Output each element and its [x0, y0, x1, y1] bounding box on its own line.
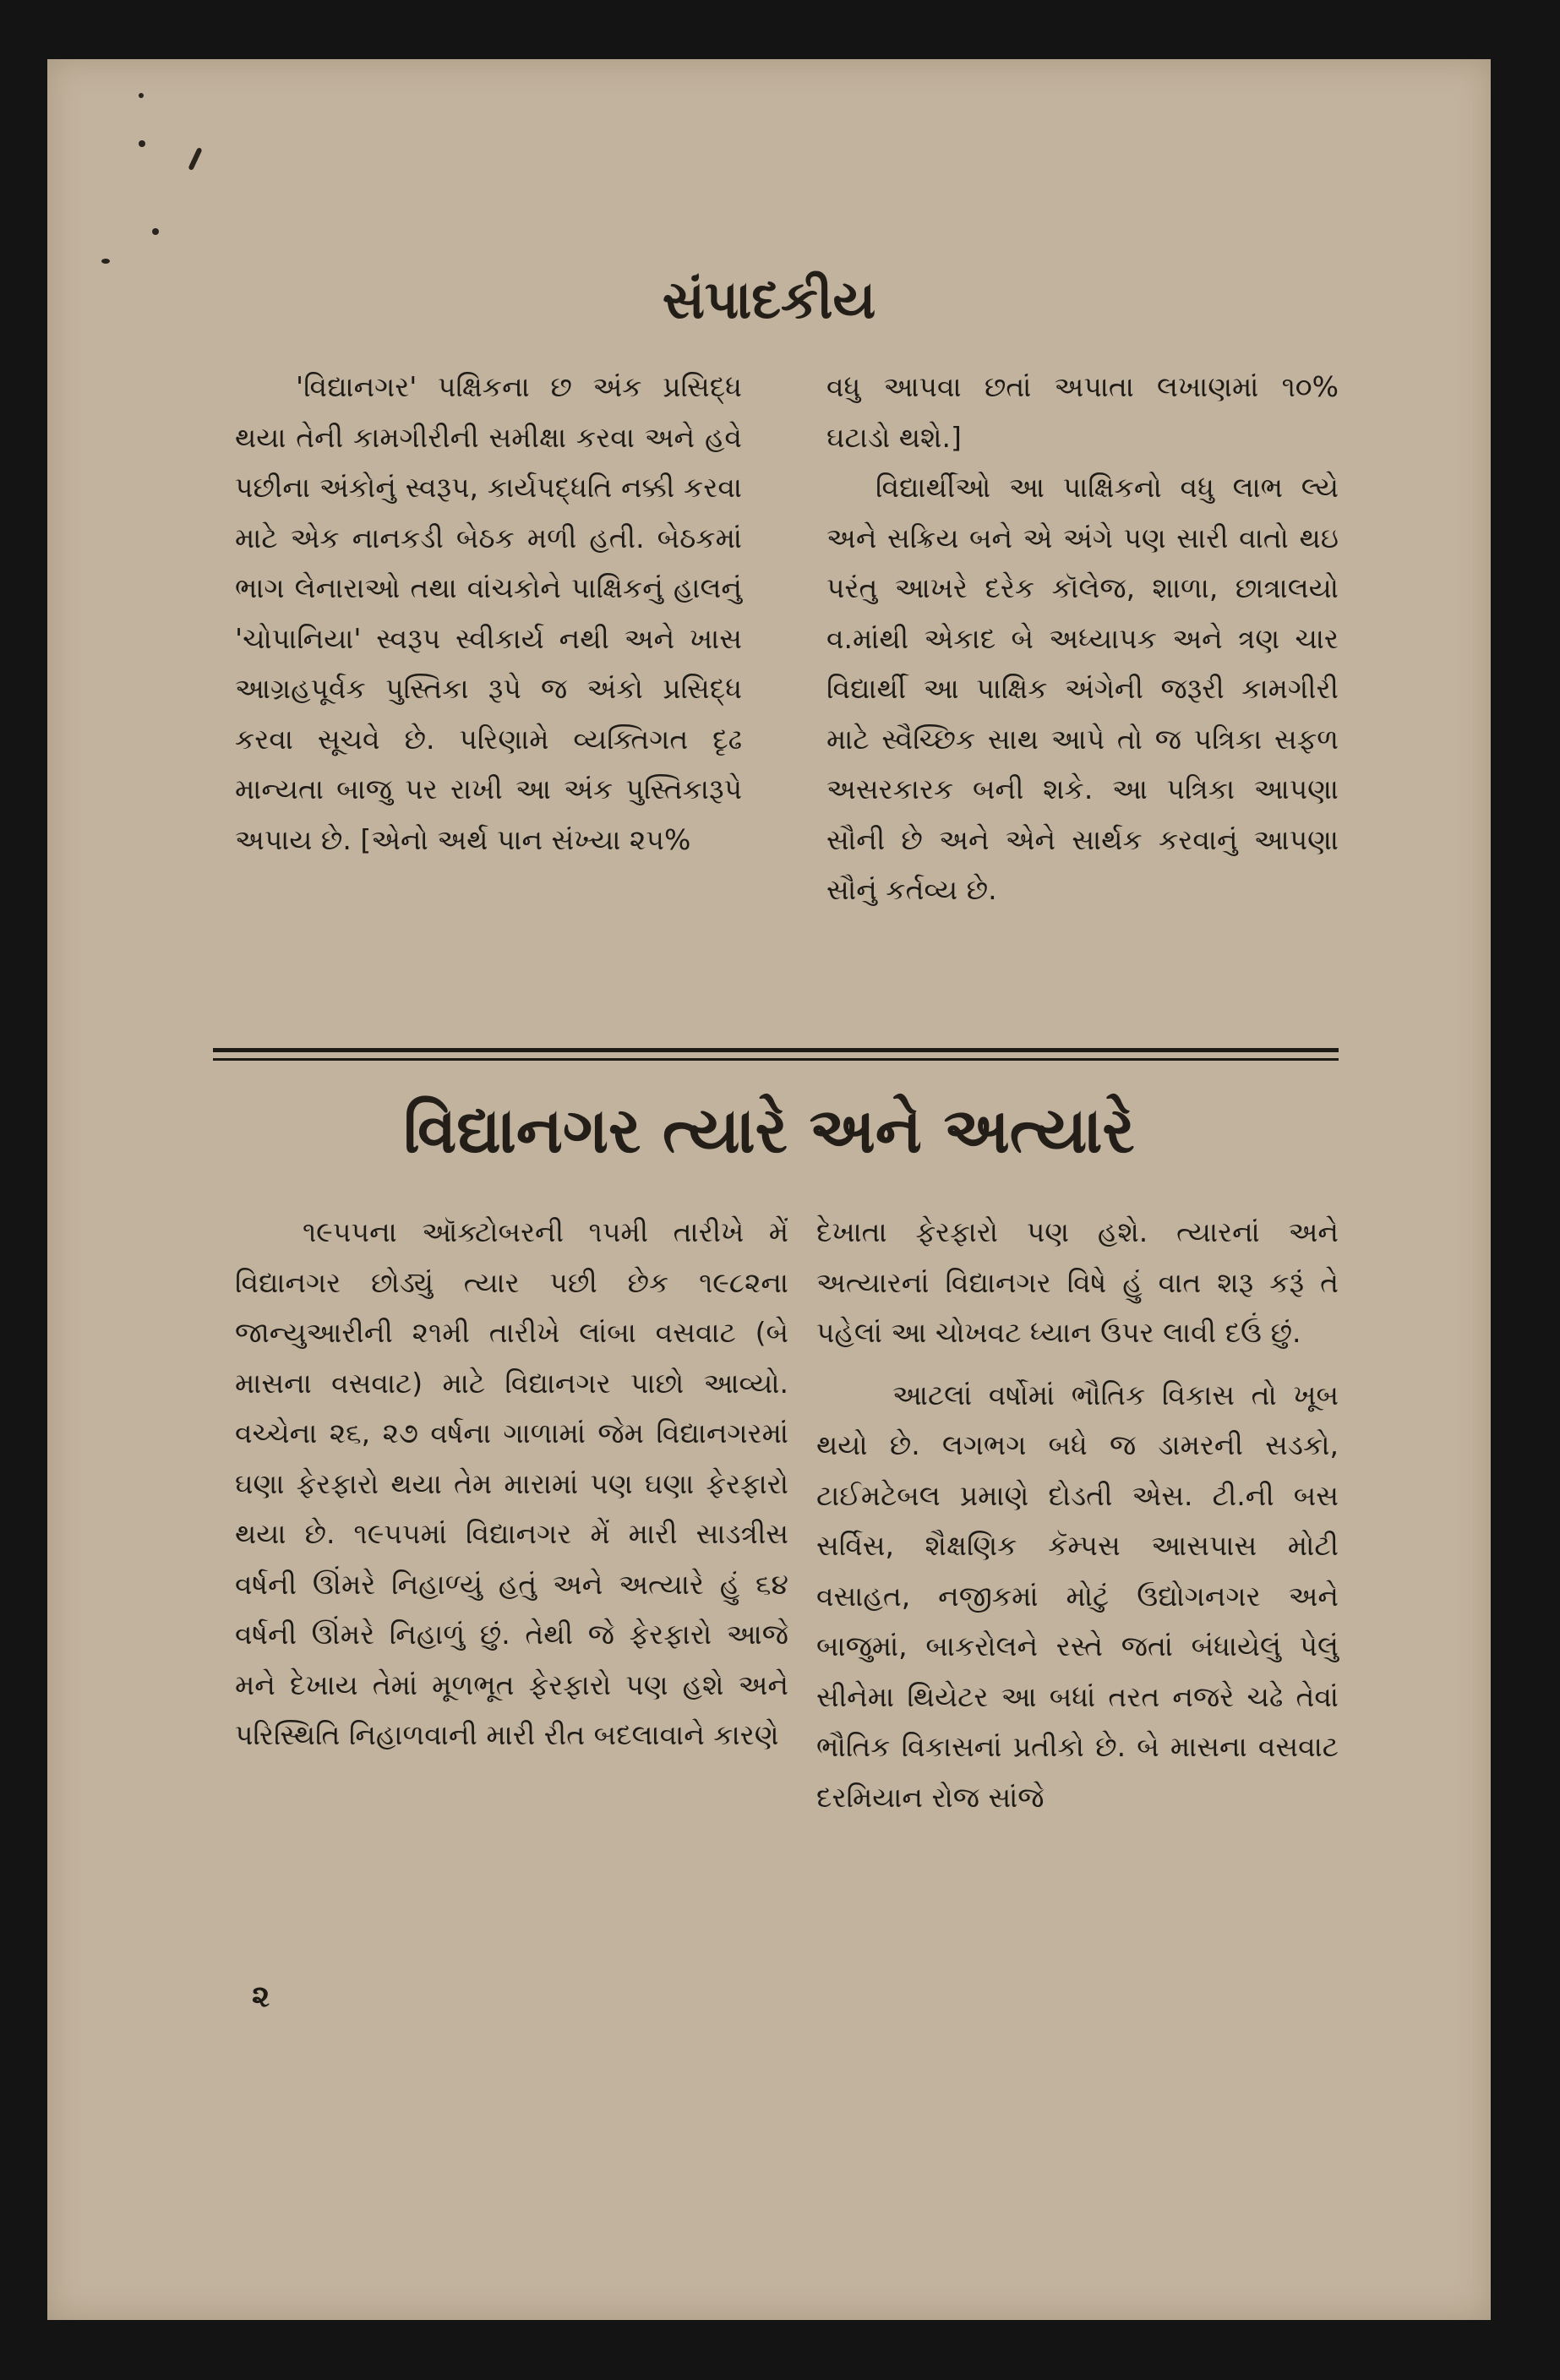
editorial-right-paragraph-1: વધુ આપવા છતાં અપાતા લખાણમાં ૧૦% ઘટાડો થશે.] [826, 370, 1339, 454]
page-number: ૨ [252, 1979, 270, 2014]
section-divider-bottom [213, 1058, 1339, 1061]
article-right-paragraph-1: દેખાતા ફેરફારો પણ હશે. ત્યારનાં અને અત્યારનાં વિદ્યાનગર વિષે હું વાત શરૂ કરૂં તે પહેલાં આ ચોખવટ ધ્યાન ઉપર લાવી દઉં છું. [816, 1215, 1339, 1349]
speck-mark [101, 259, 110, 264]
editorial-left-paragraph: 'વિદ્યાનગર' પક્ષિકના છ અંક પ્રસિદ્ધ થયા તેની કામગીરીની સમીક્ષા કરવા અને હવે પછીના અંકોનું સ્વરૂપ, કાર્યપદ્ધતિ નક્કી કરવા માટે એક નાનકડી બેઠક મળી હતી. બેઠકમાં ભાગ લેનારાઓ તથા વાંચકોને પાક્ષિકનું હાલનું 'ચોપાનિયા' સ્વરૂપ સ્વીકાર્ય નથી અને ખાસ આગ્રહપૂર્વક પુસ્તિકા રૂપે જ અંકો પ્રસિદ્ધ કરવા સૂચવે છે. પરિણામે વ્યક્તિગત દૃઢ માન્યતા બાજુ પર રાખી આ અંક પુસ્તિકારૂપે અપાય છે. [એનો અર્થ પાન સંખ્યા ૨૫% [235, 370, 742, 856]
speck-mark [139, 140, 145, 147]
article-left-column [235, 1207, 788, 1760]
editorial-title: સંપાદકીય [662, 269, 876, 330]
article-left-paragraph: ૧૯૫૫ના ઑક્ટોબરની ૧૫મી તારીખે મેં વિદ્યાનગર છોડ્યું ત્યાર પછી છેક ૧૯૮૨ના જાન્યુઆરીની ૨૧મી તારીખે લાંબા વસવાટ (બે માસના વસવાટ) માટે વિદ્યાનગર પાછો આવ્યો. વચ્ચેના ૨૬, ૨૭ વર્ષના ગાળામાં જેમ વિદ્યાનગરમાં ઘણા ફેરફારો થયા તેમ મારામાં પણ ઘણા ફેરફારો થયા છે. ૧૯૫૫માં વિદ્યાનગર મેં મારી સાડત્રીસ વર્ષની ઊંમરે નિહાળ્યું હતું અને અત્યારે હું ૬૪ વર્ષની ઊંમરે નિહાળું છું. તેથી જે ફેરફારો આજે મને દેખાય તેમાં મૂળભૂત ફેરફારો પણ હશે અને પરિસ્થિતિ નિહાળવાની મારી રીત બદલાવાને કારણે [235, 1215, 788, 1751]
pin-mark [188, 147, 202, 171]
section-divider-top [213, 1048, 1339, 1052]
speck-mark [139, 93, 144, 98]
article-title: વિદ્યાનગર ત્યારે અને અત્યારે [403, 1094, 1135, 1167]
editorial-right-paragraph-2: વિદ્યાર્થીઓ આ પાક્ષિકનો વધુ લાભ લ્યે અને સક્રિય બને એ અંગે પણ સારી વાતો થઇ પરંતુ આખરે દરેક કૉલેજ, શાળા, છાત્રાલયો વ.માંથી એકાદ બે અધ્યાપક અને ત્રણ ચાર વિદ્યાર્થી આ પાક્ષિક અંગેની જરૂરી કામગીરી માટે સ્વૈચ્છિક સાથ આપે તો જ પત્રિકા સફળ અસરકારક બની શકે. આ પત્રિકા આપણા સૌની છે અને એને સાર્થક કરવાનું આપણા સૌનું કર્તવ્ય છે. [826, 471, 1339, 906]
editorial-left-column [235, 362, 742, 865]
speck-mark [152, 228, 159, 235]
article-right-column [816, 1207, 1339, 1822]
magazine-page [47, 59, 1491, 2320]
editorial-right-column [826, 362, 1339, 915]
article-right-paragraph-2: આટલાં વર્ષોમાં ભૌતિક વિકાસ તો ખૂબ થયો છે. લગભગ બધે જ ડામરની સડકો, ટાઈમટેબલ પ્રમાણે દોડતી એસ. ટી.ની બસ સર્વિસ, શૈક્ષણિક કૅમ્પસ આસપાસ મોટી વસાહત, નજીકમાં મોટું ઉદ્યોગનગર અને બાજુમાં, બાકરોલને રસ્તે જતાં બંધાયેલું પેલું સીનેમા થિયેટર આ બધાં તરત નજરે ચઢે તેવાં ભૌતિક વિકાસનાં પ્રતીકો છે. બે માસના વસવાટ દરમિયાન રોજ સાંજે [816, 1378, 1339, 1814]
